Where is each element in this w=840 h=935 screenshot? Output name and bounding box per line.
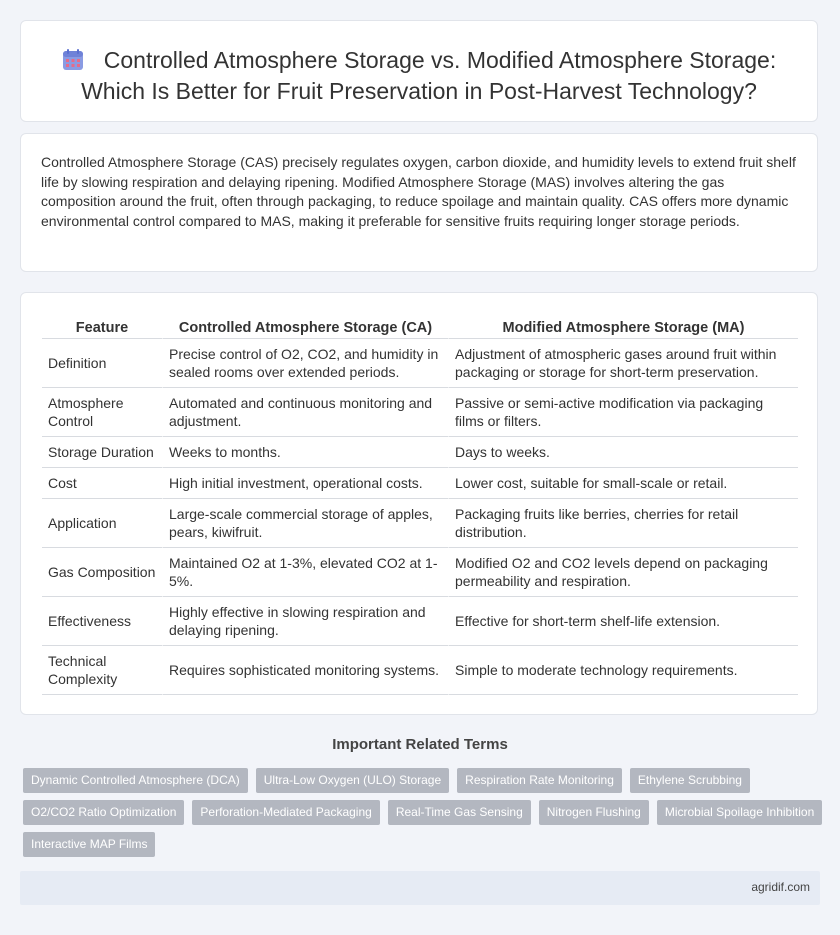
page-title [21,21,817,107]
intro-card [20,133,818,272]
ma-cell: Modified O2 and CO2 levels depend on packaging permeability and respiration. [448,548,798,597]
calendar-icon [62,49,84,71]
header-ca: Controlled Atmosphere Storage (CA) [162,315,448,339]
table-row [42,437,798,468]
table-header-row [42,315,798,339]
page-title-text: Controlled Atmosphere Storage vs. Modified Atmosphere Storage: Which Is Better for Fruit Preservation in Post-Harvest Technology? [81,47,777,104]
ma-cell: Days to weeks. [448,437,798,468]
feature-cell: Storage Duration [42,437,162,468]
header-feature: Feature [42,315,162,339]
title-card [20,20,818,122]
feature-cell: Cost [42,468,162,499]
ca-cell: Weeks to months. [162,437,448,468]
table-row [42,339,798,388]
ca-cell: Requires sophisticated monitoring systems. [162,646,448,695]
ca-cell: Automated and continuous monitoring and adjustment. [162,388,448,437]
ma-cell: Effective for short-term shelf-life extension. [448,597,798,646]
related-term-tag[interactable]: Respiration Rate Monitoring [457,768,622,793]
related-term-tag[interactable]: Nitrogen Flushing [539,800,649,825]
footer-site-link[interactable]: agridif.com [751,880,810,894]
related-term-tag[interactable]: Interactive MAP Films [23,832,155,857]
table-row [42,468,798,499]
related-term-tag[interactable]: Ethylene Scrubbing [630,768,750,793]
intro-text: Controlled Atmosphere Storage (CAS) precisely regulates oxygen, carbon dioxide, and humidity levels to extend fruit shelf life by slowing respiration and delaying ripening. Modified Atmosphere Storage (MAS) involves altering the gas composition around the fruit, often through packaging, to reduce spoilage and maintain quality. CAS offers more dynamic environmental control compared to MAS, making it preferable for sensitive fruits requiring longer storage periods. [41,154,796,229]
table-row [42,388,798,437]
feature-cell: Effectiveness [42,597,162,646]
ma-cell: Adjustment of atmospheric gases around fruit within packaging or storage for short-term preservation. [448,339,798,388]
ca-cell: Large-scale commercial storage of apples, pears, kiwifruit. [162,499,448,548]
ma-cell: Simple to moderate technology requirements. [448,646,798,695]
related-terms-heading: Important Related Terms [332,736,508,753]
ma-cell: Packaging fruits like berries, cherries for retail distribution. [448,499,798,548]
related-term-tag[interactable]: Dynamic Controlled Atmosphere (DCA) [23,768,248,793]
table-row [42,548,798,597]
related-term-tag[interactable]: O2/CO2 Ratio Optimization [23,800,184,825]
table-row [42,646,798,695]
feature-cell: Gas Composition [42,548,162,597]
footer-bar [20,871,820,905]
ca-cell: Precise control of O2, CO2, and humidity in sealed rooms over extended periods. [162,339,448,388]
related-term-tag[interactable]: Perforation-Mediated Packaging [192,800,379,825]
ca-cell: High initial investment, operational costs. [162,468,448,499]
feature-cell: Atmosphere Control [42,388,162,437]
ca-cell: Highly effective in slowing respiration and delaying ripening. [162,597,448,646]
table-row [42,499,798,548]
feature-cell: Application [42,499,162,548]
feature-cell: Definition [42,339,162,388]
table-row [42,597,798,646]
ma-cell: Lower cost, suitable for small-scale or retail. [448,468,798,499]
related-term-tag[interactable]: Microbial Spoilage Inhibition [657,800,822,825]
feature-cell: Technical Complexity [42,646,162,695]
related-term-tag[interactable]: Real-Time Gas Sensing [388,800,531,825]
header-ma: Modified Atmosphere Storage (MA) [448,315,798,339]
comparison-table [42,315,798,695]
related-term-tag[interactable]: Ultra-Low Oxygen (ULO) Storage [256,768,449,793]
ca-cell: Maintained O2 at 1-3%, elevated CO2 at 1-5%. [162,548,448,597]
ma-cell: Passive or semi-active modification via packaging films or filters. [448,388,798,437]
related-terms-list [23,768,823,857]
comparison-card [20,292,818,715]
